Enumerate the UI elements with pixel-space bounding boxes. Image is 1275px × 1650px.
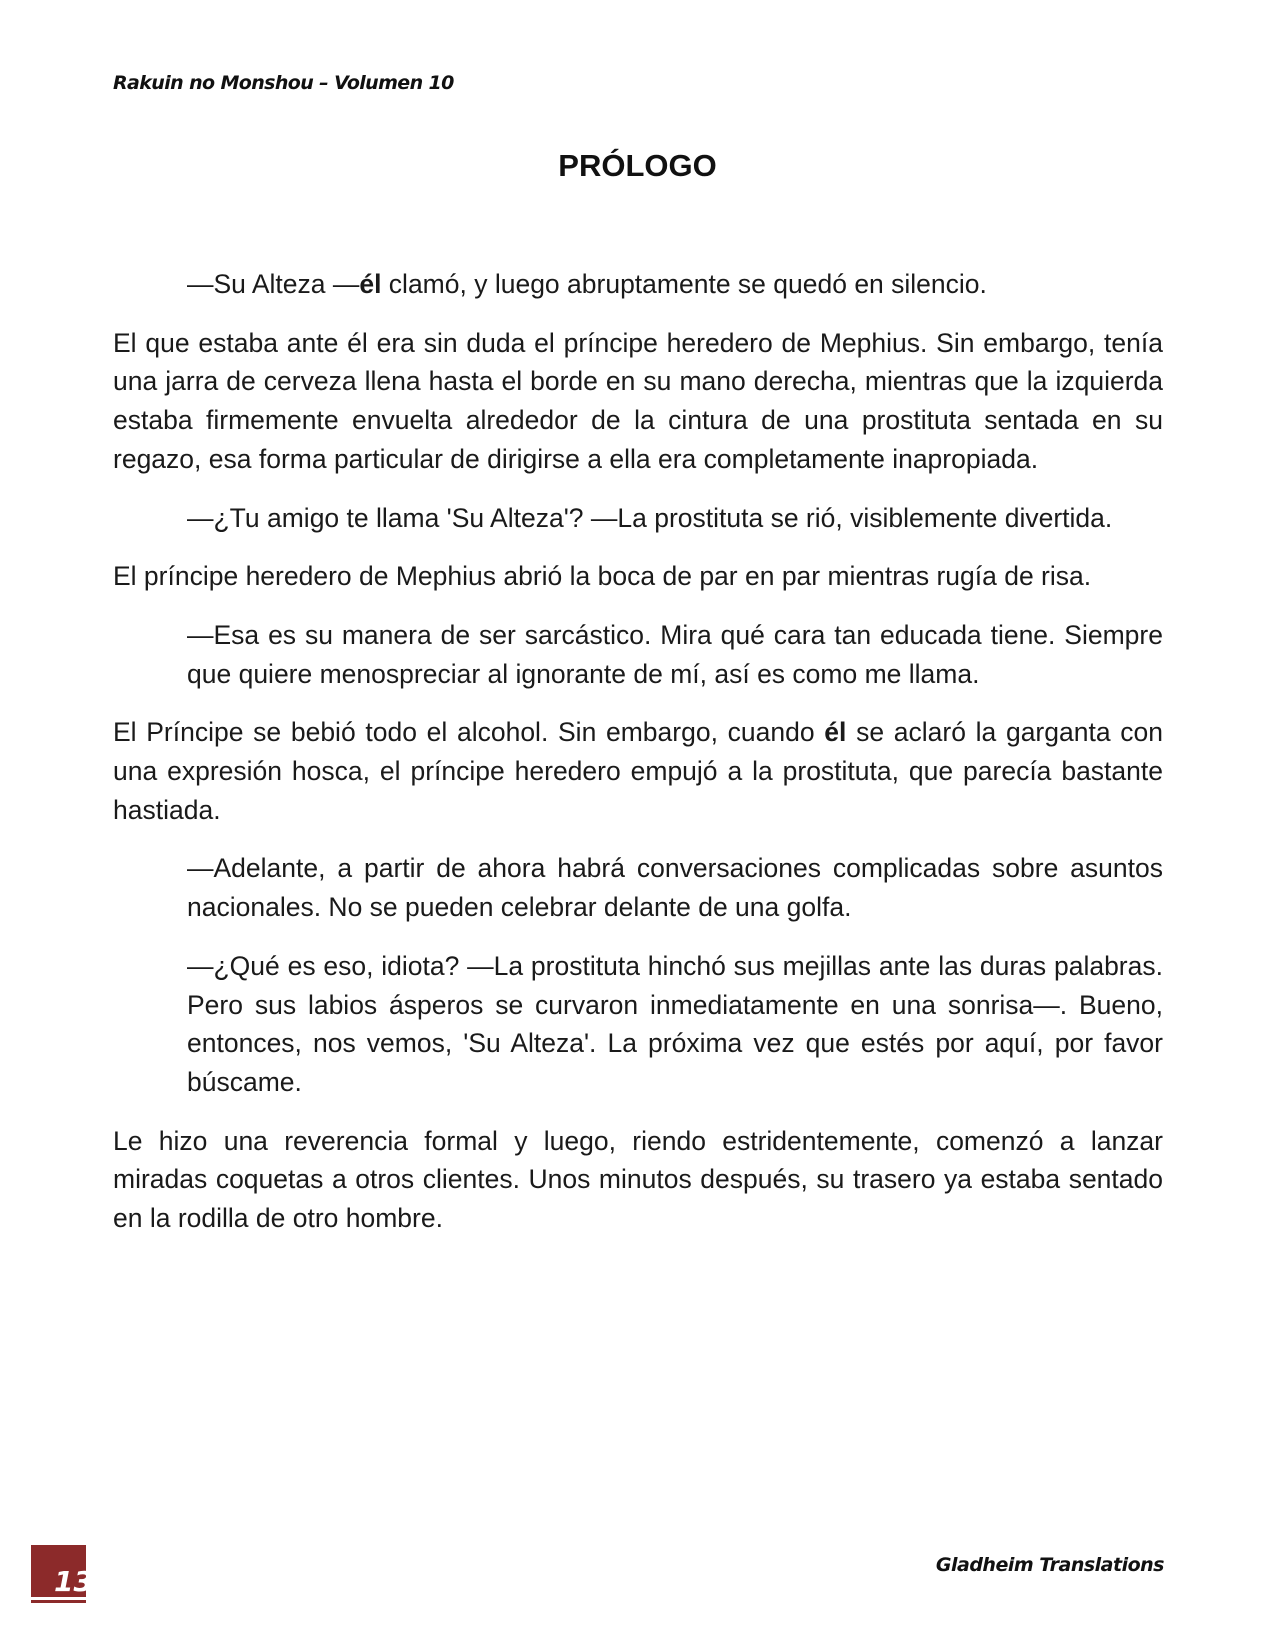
- paragraph-6-text-a: El Príncipe se bebió todo el alcohol. Sin embargo, cuando: [113, 717, 825, 748]
- paragraph-5: —Esa es su manera de ser sarcástico. Mira qué cara tan educada tiene. Siempre que quiere menospreciar al ignorante de mí, así es como me llama.: [187, 619, 1163, 689]
- chapter-body: [113, 265, 1163, 1238]
- paragraph-2: El que estaba ante él era sin duda el príncipe heredero de Mephius. Sin embargo, tenía una jarra de cerveza llena hasta el borde en su mano derecha, mientras que la izquierda estaba firmemente envuelta alrededor de la cintura de una prostituta sentada en su regazo, esa forma particular de dirigirse a ella era completamente inapropiada.: [113, 327, 1163, 474]
- running-header: Rakuin no Monshou – Volumen 10: [113, 72, 454, 94]
- page-number: 13: [54, 1565, 93, 1598]
- paragraph-8: —¿Qué es eso, idiota? —La prostituta hinchó sus mejillas ante las duras palabras. Pero sus labios ásperos se curvaron inmediatamente en una sonrisa—. Bueno, entonces, nos vemos, 'Su Alteza'. La próxima vez que estés por aquí, por favor búscame.: [187, 950, 1163, 1097]
- paragraph-3: —¿Tu amigo te llama 'Su Alteza'? —La prostituta se rió, visiblemente divertida.: [187, 502, 1113, 533]
- paragraph-1: [187, 265, 1163, 304]
- chapter-title: PRÓLOGO: [558, 148, 717, 183]
- paragraph-7: —Adelante, a partir de ahora habrá conversaciones complicadas sobre asuntos nacionales. No se pueden celebrar delante de una golfa.: [187, 853, 1163, 923]
- paragraph-6-bold: él: [824, 717, 847, 748]
- page-number-underline: [31, 1600, 86, 1603]
- paragraph-6: [113, 713, 1163, 829]
- paragraph-4: El príncipe heredero de Mephius abrió la boca de par en par mientras rugía de risa.: [113, 561, 1092, 592]
- paragraph-9: Le hizo una reverencia formal y luego, riendo estridentemente, comenzó a lanzar miradas coquetas a otros clientes. Unos minutos después, su trasero ya estaba sentado en la rodilla de otro hombre.: [113, 1125, 1163, 1234]
- paragraph-1-text-a: —Su Alteza —: [187, 269, 360, 299]
- paragraph-6-text-b: se aclaró la garganta con una expresión hosca, el príncipe heredero empujó a la prostituta, que parecía bastante hastiada.: [113, 717, 1163, 825]
- paragraph-1-bold: él: [359, 269, 382, 299]
- footer-credit: Gladheim Translations: [935, 1554, 1164, 1576]
- paragraph-1-text-b: clamó, y luego abruptamente se quedó en silencio.: [381, 269, 987, 299]
